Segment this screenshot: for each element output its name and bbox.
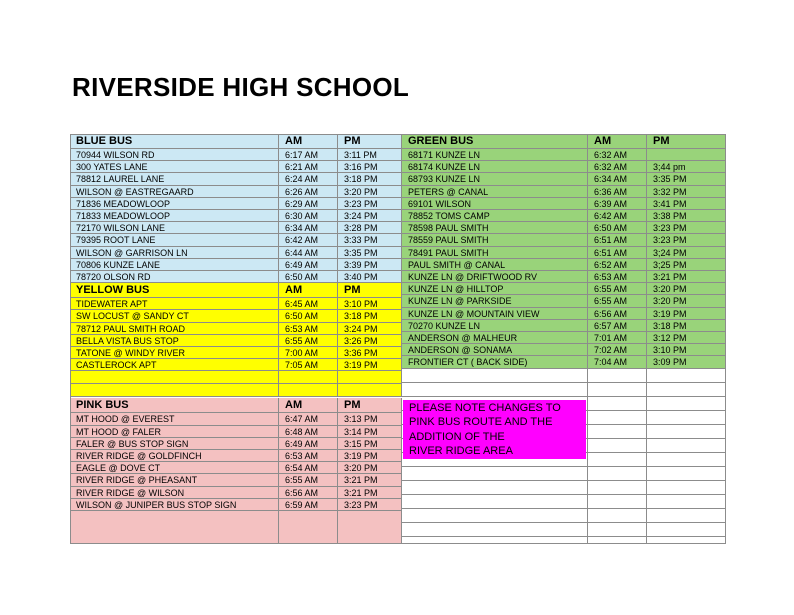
blue_bus-cell: 3:18 PM [338, 173, 402, 185]
empty-cell [588, 369, 647, 383]
empty-cell [279, 511, 338, 544]
note-line: ADDITION OF THE [409, 430, 505, 443]
yellow_bus-cell: 6:55 AM [279, 335, 338, 347]
green_bus-cell: 3:32 PM [647, 186, 726, 198]
green_bus-cell: KUNZE LN @ HILLTOP [402, 283, 588, 295]
note-line: PLEASE NOTE CHANGES TO [409, 402, 561, 414]
yellow_bus-cell: 3:19 PM [338, 359, 402, 371]
blue_bus-cell: 72170 WILSON LANE [70, 222, 279, 234]
green_bus-cell: PAUL SMITH @ CANAL [402, 259, 588, 271]
empty-cell [338, 511, 402, 544]
yellow_bus-cell: 3:26 PM [338, 335, 402, 347]
pink_bus-cell: 3:19 PM [338, 450, 402, 462]
green_bus-cell: PETERS @ CANAL [402, 186, 588, 198]
green_bus-cell: 70270 KUNZE LN [402, 320, 588, 332]
yellow_bus-cell: 3:18 PM [338, 310, 402, 322]
blue_bus-cell: 78812 LAUREL LANE [70, 173, 279, 185]
green_bus-cell: 3:12 PM [647, 332, 726, 344]
blue_bus-cell: 6:26 AM [279, 186, 338, 198]
blue_bus-cell: 6:50 AM [279, 271, 338, 283]
empty-cell [402, 383, 588, 397]
blue_bus-cell: 6:42 AM [279, 234, 338, 246]
empty-cell [279, 384, 338, 397]
green_bus-cell: 7:01 AM [588, 332, 647, 344]
empty-cell [647, 411, 726, 425]
yellow_bus-cell: 6:45 AM [279, 298, 338, 310]
green_bus-cell: 68171 KUNZE LN [402, 149, 588, 161]
pink_bus-cell: 6:55 AM [279, 474, 338, 486]
empty-cell [647, 397, 726, 411]
pink_bus-cell: RIVER RIDGE @ PHEASANT [70, 474, 279, 486]
green_bus-cell: 6:51 AM [588, 247, 647, 259]
pink_bus-cell: 6:53 AM [279, 450, 338, 462]
green_bus-cell: 3:41 PM [647, 198, 726, 210]
pink_bus-header-cell: PINK BUS [70, 398, 279, 413]
empty-cell [402, 481, 588, 495]
blue_bus-cell: 79395 ROOT LANE [70, 234, 279, 246]
bus-schedule-grid [70, 134, 726, 544]
blue_bus-cell: 6:30 AM [279, 210, 338, 222]
empty-cell [588, 411, 647, 425]
empty-cell [588, 523, 647, 537]
green_bus-cell: 78852 TOMS CAMP [402, 210, 588, 222]
empty-cell [647, 481, 726, 495]
green_bus-cell: 3:35 PM [647, 173, 726, 185]
empty-cell [402, 509, 588, 523]
pink_bus-cell: EAGLE @ DOVE CT [70, 462, 279, 474]
pink_bus-cell: 3:21 PM [338, 487, 402, 499]
blue_bus-cell: 3:35 PM [338, 247, 402, 259]
blue_bus-cell: 78720 OLSON RD [70, 271, 279, 283]
blue_bus-cell: 3:40 PM [338, 271, 402, 283]
blue_bus-cell: 3:11 PM [338, 149, 402, 161]
yellow_bus-cell: CASTLEROCK APT [70, 359, 279, 371]
blue_bus-cell: 6:29 AM [279, 198, 338, 210]
blue_bus-cell: 3:24 PM [338, 210, 402, 222]
green_bus-cell: 3:23 PM [647, 222, 726, 234]
green_bus-cell: 3:38 PM [647, 210, 726, 222]
yellow_bus-cell: BELLA VISTA BUS STOP [70, 335, 279, 347]
green_bus-cell: 3:18 PM [647, 320, 726, 332]
empty-cell [588, 439, 647, 453]
green_bus-cell: 6:53 AM [588, 271, 647, 283]
green_bus-cell: KUNZE LN @ DRIFTWOOD RV [402, 271, 588, 283]
green_bus-cell: 3;24 PM [647, 247, 726, 259]
blue_bus-cell: 71836 MEADOWLOOP [70, 198, 279, 210]
blue_bus-cell: 70944 WILSON RD [70, 149, 279, 161]
green_bus-header-cell: PM [647, 134, 726, 149]
pink_bus-cell: RIVER RIDGE @ WILSON [70, 487, 279, 499]
yellow_bus-cell: 3:36 PM [338, 347, 402, 359]
green_bus-cell: 6:34 AM [588, 173, 647, 185]
empty-cell [338, 371, 402, 384]
empty-cell [402, 495, 588, 509]
green_bus-cell [647, 149, 726, 161]
green_bus-cell: 3:21 PM [647, 271, 726, 283]
blue_bus-cell: 3:33 PM [338, 234, 402, 246]
blue_bus-cell: 6:34 AM [279, 222, 338, 234]
green_bus-cell: FRONTIER CT ( BACK SIDE) [402, 356, 588, 368]
empty-cell [588, 453, 647, 467]
route-change-note [403, 400, 586, 459]
pink_bus-cell: RIVER RIDGE @ GOLDFINCH [70, 450, 279, 462]
green_bus-cell: 78491 PAUL SMITH [402, 247, 588, 259]
pink_bus-cell: 3:21 PM [338, 474, 402, 486]
green_bus-cell: 6:32 AM [588, 161, 647, 173]
empty-cell [70, 511, 279, 544]
empty-cell [70, 384, 279, 397]
green_bus-cell: ANDERSON @ MALHEUR [402, 332, 588, 344]
green_bus-cell: 3:10 PM [647, 344, 726, 356]
pink_bus-header-cell: PM [338, 398, 402, 413]
blue_bus-cell: WILSON @ EASTREGAARD [70, 186, 279, 198]
pink_bus-cell: 6:59 AM [279, 499, 338, 511]
blue_bus-header-cell: BLUE BUS [70, 134, 279, 149]
yellow_bus-header-cell: PM [338, 283, 402, 298]
pink_bus-cell: 3:23 PM [338, 499, 402, 511]
green_bus-cell: 6:51 AM [588, 234, 647, 246]
yellow_bus-cell: SW LOCUST @ SANDY CT [70, 310, 279, 322]
page-title: RIVERSIDE HIGH SCHOOL [72, 72, 410, 102]
pink_bus-header-cell: AM [279, 398, 338, 413]
empty-cell [647, 495, 726, 509]
pink_bus-cell: 6:54 AM [279, 462, 338, 474]
yellow_bus-cell: 6:50 AM [279, 310, 338, 322]
yellow_bus-cell: 3:10 PM [338, 298, 402, 310]
pink_bus-cell: 3:20 PM [338, 462, 402, 474]
green_bus-cell: 3:20 PM [647, 283, 726, 295]
blue_bus-cell: 300 YATES LANE [70, 161, 279, 173]
yellow_bus-cell: 3:24 PM [338, 323, 402, 335]
green_bus-cell: 69101 WILSON [402, 198, 588, 210]
pink_bus-cell: 3:13 PM [338, 413, 402, 425]
yellow_bus-cell: TATONE @ WINDY RIVER [70, 347, 279, 359]
green_bus-cell: 6:57 AM [588, 320, 647, 332]
green_bus-cell: 3:23 PM [647, 234, 726, 246]
blue_bus-cell: 6:21 AM [279, 161, 338, 173]
blue_bus-cell: WILSON @ GARRISON LN [70, 247, 279, 259]
empty-cell [588, 467, 647, 481]
empty-cell [647, 523, 726, 537]
empty-cell [588, 509, 647, 523]
yellow_bus-cell: TIDEWATER APT [70, 298, 279, 310]
empty-cell [647, 369, 726, 383]
empty-cell [402, 523, 588, 537]
empty-cell [647, 453, 726, 467]
pink_bus-cell: 6:47 AM [279, 413, 338, 425]
green_bus-cell: 6:55 AM [588, 283, 647, 295]
blue_bus-cell: 6:44 AM [279, 247, 338, 259]
green_bus-cell: 7:04 AM [588, 356, 647, 368]
green_bus-cell: 6:39 AM [588, 198, 647, 210]
empty-cell [588, 537, 647, 544]
yellow_bus-cell: 78712 PAUL SMITH ROAD [70, 323, 279, 335]
green_bus-cell: 6:55 AM [588, 295, 647, 307]
green_bus-cell: 78598 PAUL SMITH [402, 222, 588, 234]
green_bus-cell: 3;44 pm [647, 161, 726, 173]
empty-cell [402, 369, 588, 383]
blue_bus-cell: 3:23 PM [338, 198, 402, 210]
green_bus-cell: 78559 PAUL SMITH [402, 234, 588, 246]
empty-cell [402, 467, 588, 481]
green_bus-cell: 68793 KUNZE LN [402, 173, 588, 185]
green_bus-cell: 3:20 PM [647, 295, 726, 307]
green_bus-cell: 6:42 AM [588, 210, 647, 222]
empty-cell [647, 537, 726, 544]
empty-cell [647, 425, 726, 439]
yellow_bus-header-cell: AM [279, 283, 338, 298]
green_bus-cell: 6:56 AM [588, 308, 647, 320]
blue_bus-cell: 6:24 AM [279, 173, 338, 185]
pink_bus-cell: MT HOOD @ EVEREST [70, 413, 279, 425]
empty-cell [647, 383, 726, 397]
blue_bus-cell: 3:39 PM [338, 259, 402, 271]
green_bus-cell: 7:02 AM [588, 344, 647, 356]
green_bus-cell: 3:19 PM [647, 308, 726, 320]
pink_bus-cell: MT HOOD @ FALER [70, 426, 279, 438]
note-line: PINK BUS ROUTE AND THE [409, 416, 553, 429]
empty-cell [70, 371, 279, 384]
yellow_bus-cell: 6:53 AM [279, 323, 338, 335]
green_bus-cell: 3:09 PM [647, 356, 726, 368]
empty-cell [588, 481, 647, 495]
note-line: RIVER RIDGE AREA [409, 445, 513, 458]
yellow_bus-cell: 7:05 AM [279, 359, 338, 371]
pink_bus-cell: 6:49 AM [279, 438, 338, 450]
green_bus-cell: ANDERSON @ SONAMA [402, 344, 588, 356]
blue_bus-cell: 70806 KUNZE LANE [70, 259, 279, 271]
empty-cell [588, 397, 647, 411]
empty-cell [402, 537, 588, 544]
blue_bus-cell: 6:17 AM [279, 149, 338, 161]
empty-cell [588, 495, 647, 509]
blue_bus-cell: 3:28 PM [338, 222, 402, 234]
blue_bus-cell: 6:49 AM [279, 259, 338, 271]
green_bus-cell: 6:36 AM [588, 186, 647, 198]
pink_bus-cell: WILSON @ JUNIPER BUS STOP SIGN [70, 499, 279, 511]
green_bus-cell: 68174 KUNZE LN [402, 161, 588, 173]
green_bus-cell: 6:52 AM [588, 259, 647, 271]
empty-cell [279, 371, 338, 384]
green_bus-cell: 6:32 AM [588, 149, 647, 161]
blue_bus-cell: 71833 MEADOWLOOP [70, 210, 279, 222]
blue_bus-header-cell: PM [338, 134, 402, 149]
green_bus-header-cell: GREEN BUS [402, 134, 588, 149]
pink_bus-cell: 6:48 AM [279, 426, 338, 438]
empty-cell [588, 383, 647, 397]
blue_bus-header-cell: AM [279, 134, 338, 149]
green_bus-cell: 6:50 AM [588, 222, 647, 234]
empty-cell [647, 439, 726, 453]
empty-cell [588, 425, 647, 439]
yellow_bus-header-cell: YELLOW BUS [70, 283, 279, 298]
pink_bus-cell: 3:14 PM [338, 426, 402, 438]
green_bus-cell: KUNZE LN @ MOUNTAIN VIEW [402, 308, 588, 320]
pink_bus-cell: 6:56 AM [279, 487, 338, 499]
pink_bus-cell: 3:15 PM [338, 438, 402, 450]
pink_bus-cell: FALER @ BUS STOP SIGN [70, 438, 279, 450]
green_bus-header-cell: AM [588, 134, 647, 149]
empty-cell [647, 509, 726, 523]
blue_bus-cell: 3:16 PM [338, 161, 402, 173]
yellow_bus-cell: 7:00 AM [279, 347, 338, 359]
green_bus-cell: 3;25 PM [647, 259, 726, 271]
empty-cell [338, 384, 402, 397]
green_bus-cell: KUNZE LN @ PARKSIDE [402, 295, 588, 307]
blue_bus-cell: 3:20 PM [338, 186, 402, 198]
empty-cell [647, 467, 726, 481]
